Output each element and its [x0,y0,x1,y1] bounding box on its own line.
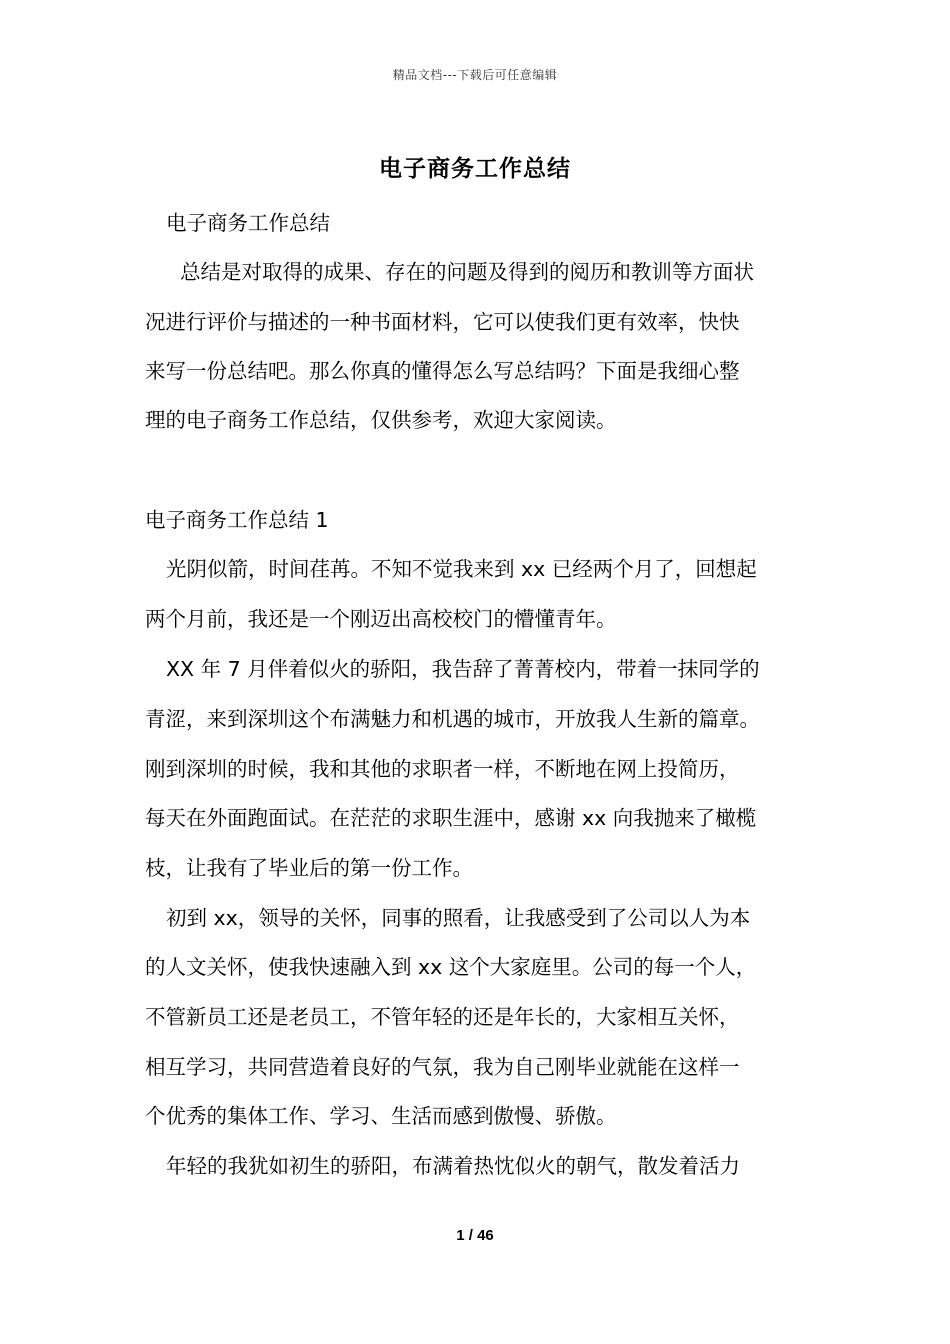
document-title: 电子商务工作总结 [379,156,571,182]
paragraph-line: 两个月前，我还是一个刚迈出高校校门的懵懂青年。 [145,607,617,631]
subtitle-line: 电子商务工作总结 [166,211,330,235]
paragraph-line: 况进行评价与描述的一种书面材料，它可以使我们更有效率，快快 [145,310,740,334]
paragraph-line: 总结是对取得的成果、存在的问题及得到的阅历和教训等方面状 [180,260,754,284]
section-heading: 电子商务工作总结 1 [145,508,329,532]
paragraph-line: 每天在外面跑面试。在茫茫的求职生涯中，感谢 xx 向我抛来了橄榄 [145,806,757,830]
page-number: 1 / 46 [456,1227,494,1244]
paragraph-line: 枝，让我有了毕业后的第一份工作。 [145,856,473,880]
paragraph-line: 刚到深圳的时候，我和其他的求职者一样，不断地在网上投简历， [145,757,740,781]
paragraph-line: 相互学习，共同营造着良好的气氛，我为自己刚毕业就能在这样一 [145,1055,740,1079]
paragraph-line: 理的电子商务工作总结，仅供参考，欢迎大家阅读。 [145,408,617,432]
paragraph-line: 年轻的我犹如初生的骄阳，布满着热忱似火的朝气，散发着活力 [166,1154,740,1178]
paragraph-line: XX 年 7 月伴着似火的骄阳，我告辞了菁菁校内，带着一抹同学的 [166,657,760,681]
paragraph-line: 个优秀的集体工作、学习、生活而感到傲慢、骄傲。 [145,1104,617,1128]
paragraph-line: 初到 xx，领导的关怀，同事的照看，让我感受到了公司以人为本 [166,906,751,930]
page-header: 精品文档---下载后可任意编辑 [392,68,558,82]
paragraph-line: 光阴似箭，时间荏苒。不知不觉我来到 xx 已经两个月了，回想起 [166,557,757,581]
paragraph-line: 青涩，来到深圳这个布满魅力和机遇的城市，开放我人生新的篇章。 [145,707,760,731]
paragraph-line: 不管新员工还是老员工，不管年轻的还是年长的，大家相互关怀， [145,1005,740,1029]
paragraph-line: 的人文关怀，使我快速融入到 xx 这个大家庭里。公司的每一个人， [145,955,757,979]
paragraph-line: 来写一份总结吧。那么你真的懂得怎么写总结吗？下面是我细心整 [145,359,740,383]
